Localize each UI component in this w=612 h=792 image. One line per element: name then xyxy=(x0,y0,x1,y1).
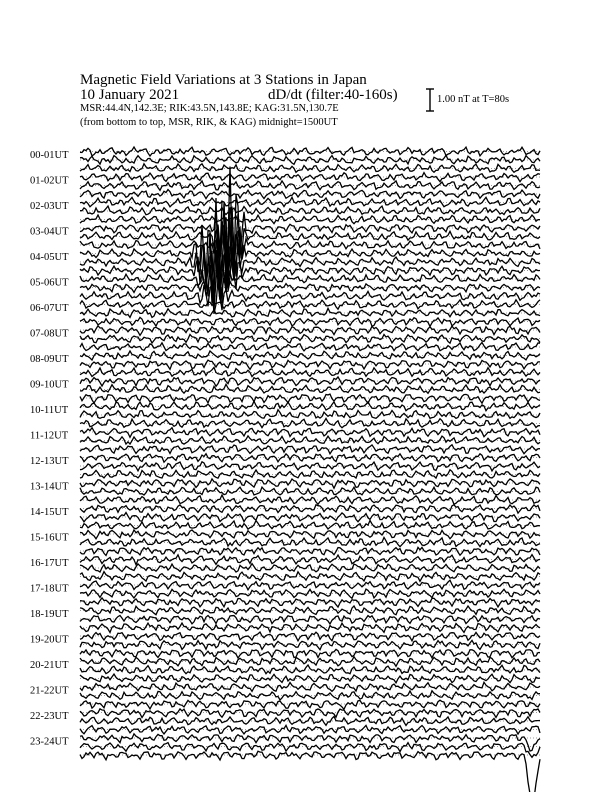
trace-kag xyxy=(80,401,540,411)
trace-msr xyxy=(80,751,540,792)
chart-date: 10 January 2021 xyxy=(80,87,180,103)
hour-label: 00-01UT xyxy=(30,150,69,161)
hour-label: 17-18UT xyxy=(30,583,69,595)
scale-bar xyxy=(426,89,434,111)
trace-rik xyxy=(80,616,540,625)
trace-rik xyxy=(80,308,540,317)
trace-rik xyxy=(80,691,540,700)
trace-kag xyxy=(80,606,540,615)
hour-label: 22-23UT xyxy=(30,711,69,722)
trace-msr xyxy=(80,229,540,303)
trace-kag xyxy=(80,167,540,277)
trace-group xyxy=(80,147,540,792)
trace-msr xyxy=(80,470,540,478)
trace-msr xyxy=(80,164,540,173)
trace-msr xyxy=(80,445,540,454)
hour-label: 23-24UT xyxy=(30,736,69,748)
hour-label: 19-20UT xyxy=(30,634,69,646)
trace-kag xyxy=(80,454,540,463)
chart-quantity: dD/dt (filter:40-160s) xyxy=(268,87,398,103)
trace-msr xyxy=(80,623,540,632)
trace-rik xyxy=(80,537,540,546)
trace-msr xyxy=(80,343,540,351)
trace-rik xyxy=(80,564,540,572)
trace-msr xyxy=(80,572,540,582)
trace-rik xyxy=(80,436,540,444)
trace-kag xyxy=(80,197,540,207)
trace-kag xyxy=(80,479,540,488)
hour-label: 06-07UT xyxy=(30,303,69,314)
trace-rik xyxy=(80,206,540,215)
chart-title: Magnetic Field Variations at 3 Stations in Japan xyxy=(80,72,367,88)
trace-kag xyxy=(80,709,540,718)
trace-kag xyxy=(80,505,540,513)
trace-msr xyxy=(80,209,540,277)
trace-rik xyxy=(80,640,540,649)
hour-label: 01-02UT xyxy=(30,175,69,187)
hour-label: 11-12UT xyxy=(30,430,69,442)
hour-label: 14-15UT xyxy=(30,507,69,518)
trace-msr xyxy=(80,649,540,658)
hour-label: 13-14UT xyxy=(30,481,69,493)
station-list: MSR:44.4N,142.3E; RIK:43.5N,143.8E; KAG:31.5N,130.7E xyxy=(80,103,339,114)
hour-label: 18-19UT xyxy=(30,609,69,620)
trace-rik xyxy=(80,384,540,393)
trace-kag xyxy=(80,530,540,539)
trace-msr xyxy=(80,598,540,607)
trace-rik xyxy=(80,360,540,369)
trace-rik xyxy=(80,181,540,190)
trace-msr xyxy=(80,700,540,709)
trace-rik xyxy=(80,665,540,674)
trace-msr xyxy=(80,725,540,734)
hour-label: 15-16UT xyxy=(30,532,69,544)
trace-rik xyxy=(80,335,540,344)
hour-label: 08-09UT xyxy=(30,354,69,365)
hour-labels xyxy=(30,150,69,748)
trace-kag xyxy=(80,377,540,386)
hour-label: 16-17UT xyxy=(30,558,69,569)
hour-label: 20-21UT xyxy=(30,660,69,671)
trace-msr xyxy=(80,521,540,530)
trace-kag xyxy=(80,428,540,438)
trace-kag xyxy=(80,326,540,336)
station-order-note: (from bottom to top, MSR, RIK, & KAG) midnight=1500UT xyxy=(80,117,338,128)
trace-kag xyxy=(80,250,540,304)
trace-rik xyxy=(80,487,540,495)
trace-kag xyxy=(80,632,540,641)
hour-label: 05-06UT xyxy=(30,277,69,289)
trace-kag xyxy=(80,657,540,667)
hour-label: 02-03UT xyxy=(30,201,69,212)
trace-msr xyxy=(80,547,540,555)
hour-label: 10-11UT xyxy=(30,405,69,416)
hour-label: 04-05UT xyxy=(30,252,69,263)
trace-rik xyxy=(80,204,540,274)
trace-rik xyxy=(80,410,540,419)
hour-label: 03-04UT xyxy=(30,226,69,238)
trace-msr xyxy=(80,367,540,376)
hour-label: 12-13UT xyxy=(30,456,69,467)
trace-msr xyxy=(80,317,540,326)
trace-kag xyxy=(80,555,540,565)
hour-label: 09-10UT xyxy=(30,379,69,391)
hour-label: 21-22UT xyxy=(30,685,69,697)
trace-msr xyxy=(80,495,540,504)
hour-label: 07-08UT xyxy=(30,328,69,340)
scale-bar-label: 1.00 nT at T=80s xyxy=(437,94,510,105)
trace-msr xyxy=(80,419,540,428)
trace-rik xyxy=(80,462,540,471)
